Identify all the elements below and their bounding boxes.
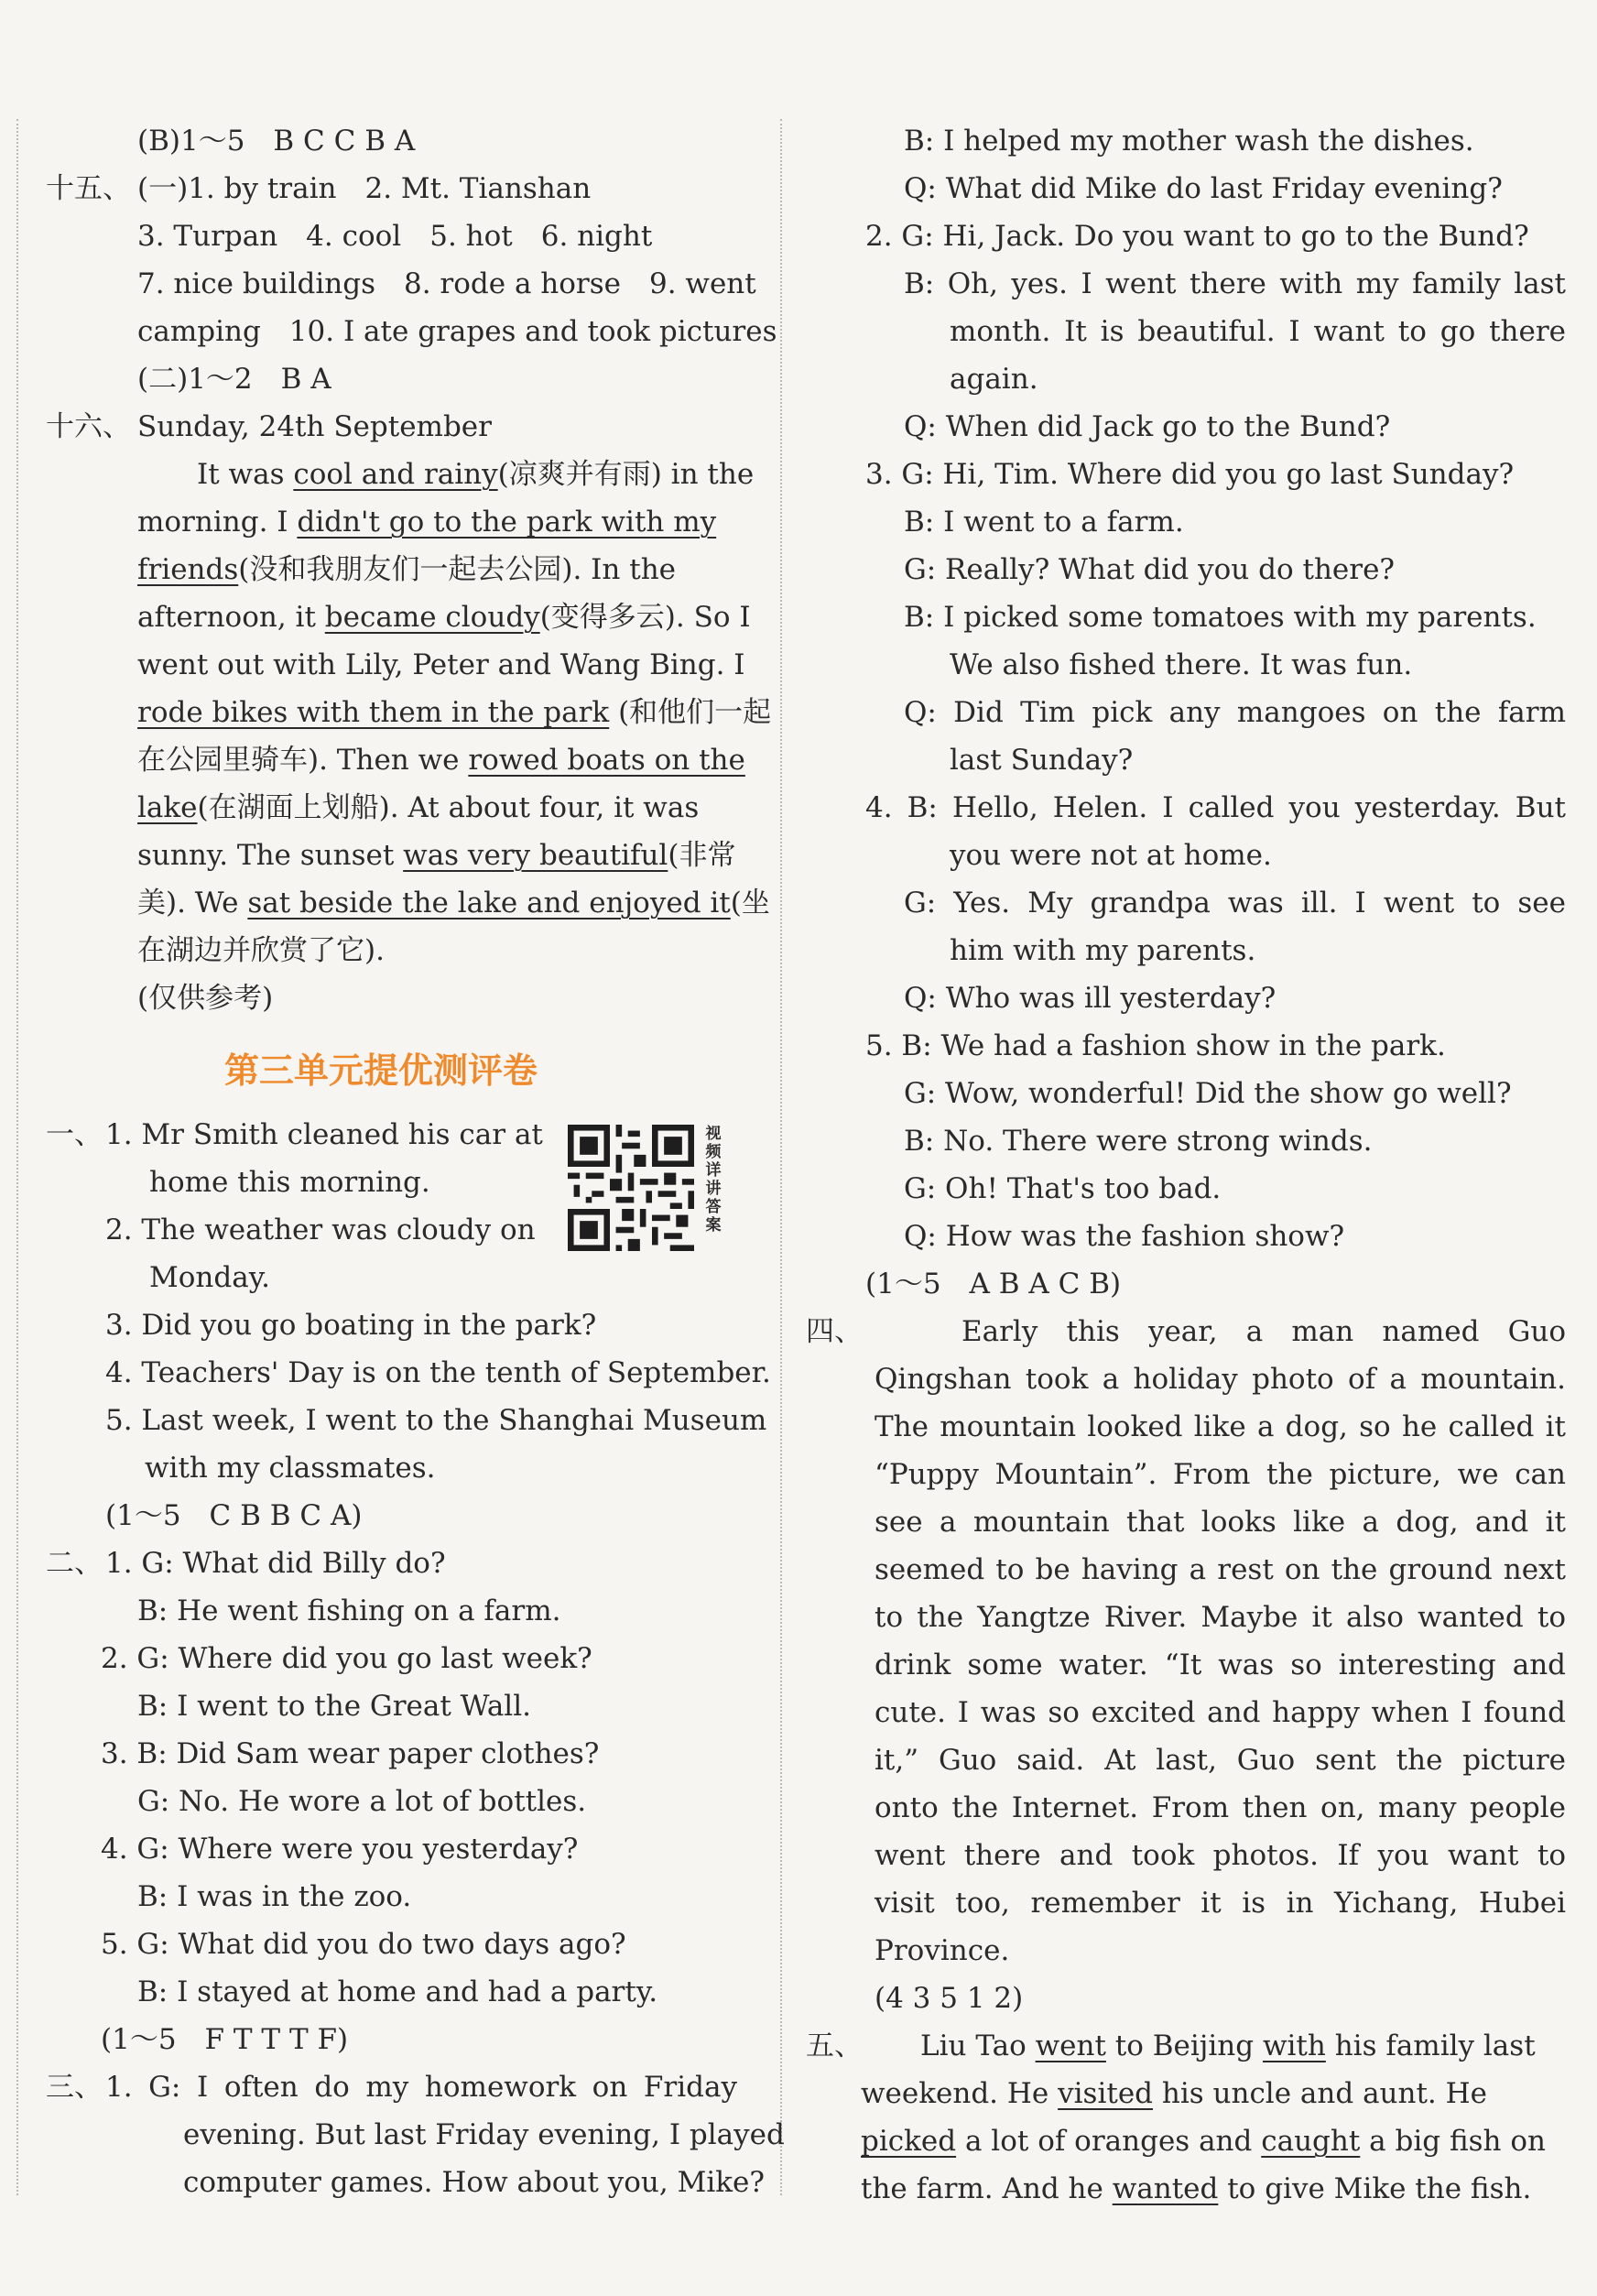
listening-item: 5. Last week, I went to the Shanghai Museum [105,1404,767,1437]
passage-line: “Puppy Mountain”. From the picture, we can [875,1458,1566,1491]
passage-line: Early this year, a man named Guo [961,1315,1566,1348]
passage-line: went there and took photos. If you want to [875,1839,1566,1872]
listening-item: 3. Did you go boating in the park? [105,1309,597,1342]
dialogue-line: G: Really? What did you do there? [904,553,1396,586]
section-2-label: 二、 [46,1547,103,1580]
dialogue-line: 2. G: Hi, Jack. Do you want to go to the Bund? [865,220,1529,253]
listening-item: Monday. [149,1261,270,1294]
diary-date: Sunday, 24th September [137,410,492,443]
passage-line: cute. I was so excited and happy when I found [875,1696,1566,1729]
section-5-label: 五、 [806,2029,863,2062]
passage-line: visit too, remember it is in Yichang, Hubei [875,1887,1566,1920]
passage-line: Province. [875,1934,1010,1967]
dialogue-line: B: I was in the zoo. [137,1880,412,1913]
diary-line: afternoon, it became cloudy(变得多云). So I [137,601,751,634]
listening-item: with my classmates. [145,1452,436,1485]
dialogue-line: Q: What did Mike do last Friday evening? [904,172,1503,205]
diary-line: rode bikes with them in the park (和他们一起 [137,696,772,729]
passage-line: onto the Internet. From then on, many people [875,1791,1566,1824]
left-margin-line [16,119,18,2195]
dialogue-line: 5. G: What did you do two days ago? [101,1928,626,1961]
qr-code-icon[interactable] [568,1125,694,1251]
diary-line: lake(在湖面上划船). At about four, it was [137,791,700,824]
listening-item: 1. Mr Smith cleaned his car at [105,1118,543,1151]
section-16-label: 十六、 [46,410,131,443]
answer-line: 7. nice buildings 8. rode a horse 9. went [137,267,756,300]
column-divider [780,119,782,2195]
dialogue-line: again. [950,363,1038,396]
dialogue-line: evening. But last Friday evening, I played [183,2118,785,2151]
dialogue-line: B: I picked some tomatoes with my parents. [904,601,1537,634]
dialogue-line: G: Yes. My grandpa was ill. I went to see [904,887,1566,919]
dialogue-line: Q: Did Tim pick any mangoes on the farm [904,696,1566,729]
diary-line: friends(没和我朋友们一起去公园). In the [137,553,677,586]
passage-line: the farm. And he wanted to give Mike the fish. [861,2172,1532,2205]
dialogue-line: B: I went to the Great Wall. [137,1690,531,1723]
answer-line: (1～5 A B A C B) [865,1268,1122,1300]
answer-line: (B)1～5 B C C B A [137,125,416,158]
answer-line: (1～5 F T T T F) [101,2023,349,2056]
dialogue-line: B: Oh, yes. I went there with my family last [904,267,1566,300]
answer-line: 3. Turpan 4. cool 5. hot 6. night [137,220,653,253]
diary-line: morning. I didn't go to the park with my [137,506,717,539]
dialogue-line: him with my parents. [950,934,1256,967]
dialogue-line: 4. B: Hello, Helen. I called you yesterday. But [865,791,1566,824]
dialogue-line: G: Oh! That's too bad. [904,1172,1222,1205]
dialogue-line: B: I stayed at home and had a party. [137,1975,658,2008]
section-15-label: 十五、 [46,172,131,205]
dialogue-line: 3. B: Did Sam wear paper clothes? [101,1737,600,1770]
passage-line: picked a lot of oranges and caught a big fish on [861,2125,1546,2158]
dialogue-line: B: I helped my mother wash the dishes. [904,125,1474,158]
answer-line: (二)1～2 B A [137,363,331,396]
dialogue-line: G: Wow, wonderful! Did the show go well? [904,1077,1512,1110]
section-3-label: 三、 [46,2071,103,2104]
dialogue-line: 5. B: We had a fashion show in the park. [865,1029,1446,1062]
diary-line: It was cool and rainy(凉爽并有雨) in the [197,458,755,491]
listening-item: home this morning. [149,1166,430,1199]
passage-line: Qingshan took a holiday photo of a mountain. [875,1363,1566,1396]
answer-line: camping 10. I ate grapes and took pictures [137,315,777,348]
diary-line: sunny. The sunset was very beautiful(非常 [137,839,736,872]
dialogue-line: 4. G: Where were you yesterday? [101,1833,579,1866]
dialogue-line: B: No. There were strong winds. [904,1125,1373,1158]
section-title: 第三单元提优测评卷 [224,1050,538,1091]
dialogue-line: Q: How was the fashion show? [904,1220,1345,1253]
dialogue-line: last Sunday? [950,744,1134,777]
passage-line: Liu Tao went to Beijing with his family last [920,2029,1536,2062]
dialogue-line: Q: When did Jack go to the Bund? [904,410,1391,443]
dialogue-line: 2. G: Where did you go last week? [101,1642,592,1675]
diary-line: 在湖边并欣赏了它). [137,934,385,967]
reference-note: (仅供参考) [137,982,274,1015]
passage-line: weekend. He visited his uncle and aunt. He [861,2077,1488,2110]
section-4-label: 四、 [806,1315,863,1348]
dialogue-line: B: I went to a farm. [904,506,1184,539]
passage-line: The mountain looked like a dog, so he called it [875,1410,1566,1443]
diary-line: 美). We sat beside the lake and enjoyed it(坐 [137,887,770,919]
dialogue-line: 1. G: What did Billy do? [105,1547,446,1580]
qr-code-caption: 视频详讲答案 [705,1125,722,1235]
dialogue-line: G: No. He wore a lot of bottles. [137,1785,587,1818]
passage-line: drink some water. “It was so interesting and [875,1649,1566,1681]
answer-line: (一)1. by train 2. Mt. Tianshan [137,172,592,205]
listening-item: 2. The weather was cloudy on [105,1213,536,1246]
passage-line: see a mountain that looks like a dog, and it [875,1506,1566,1539]
dialogue-line: you were not at home. [950,839,1272,872]
dialogue-line: Q: Who was ill yesterday? [904,982,1277,1015]
answer-line: (1～5 C B B C A) [105,1499,363,1532]
answer-line: (4 3 5 1 2) [875,1982,1024,2015]
dialogue-line: 1. G: I often do my homework on Friday [105,2071,737,2104]
dialogue-line: month. It is beautiful. I want to go there [950,315,1566,348]
section-1-label: 一、 [46,1118,103,1151]
dialogue-line: We also fished there. It was fun. [950,648,1413,681]
dialogue-line: 3. G: Hi, Tim. Where did you go last Sunday? [865,458,1515,491]
diary-line: went out with Lily, Peter and Wang Bing. I [137,648,745,681]
diary-line: 在公园里骑车). Then we rowed boats on the [137,744,745,777]
dialogue-line: computer games. How about you, Mike? [183,2166,766,2199]
passage-line: it,” Guo said. At last, Guo sent the picture [875,1744,1566,1777]
passage-line: seemed to be having a rest on the ground next [875,1553,1566,1586]
passage-line: to the Yangtze River. Maybe it also wanted to [875,1601,1566,1634]
listening-item: 4. Teachers' Day is on the tenth of September. [105,1356,771,1389]
dialogue-line: B: He went fishing on a farm. [137,1594,561,1627]
